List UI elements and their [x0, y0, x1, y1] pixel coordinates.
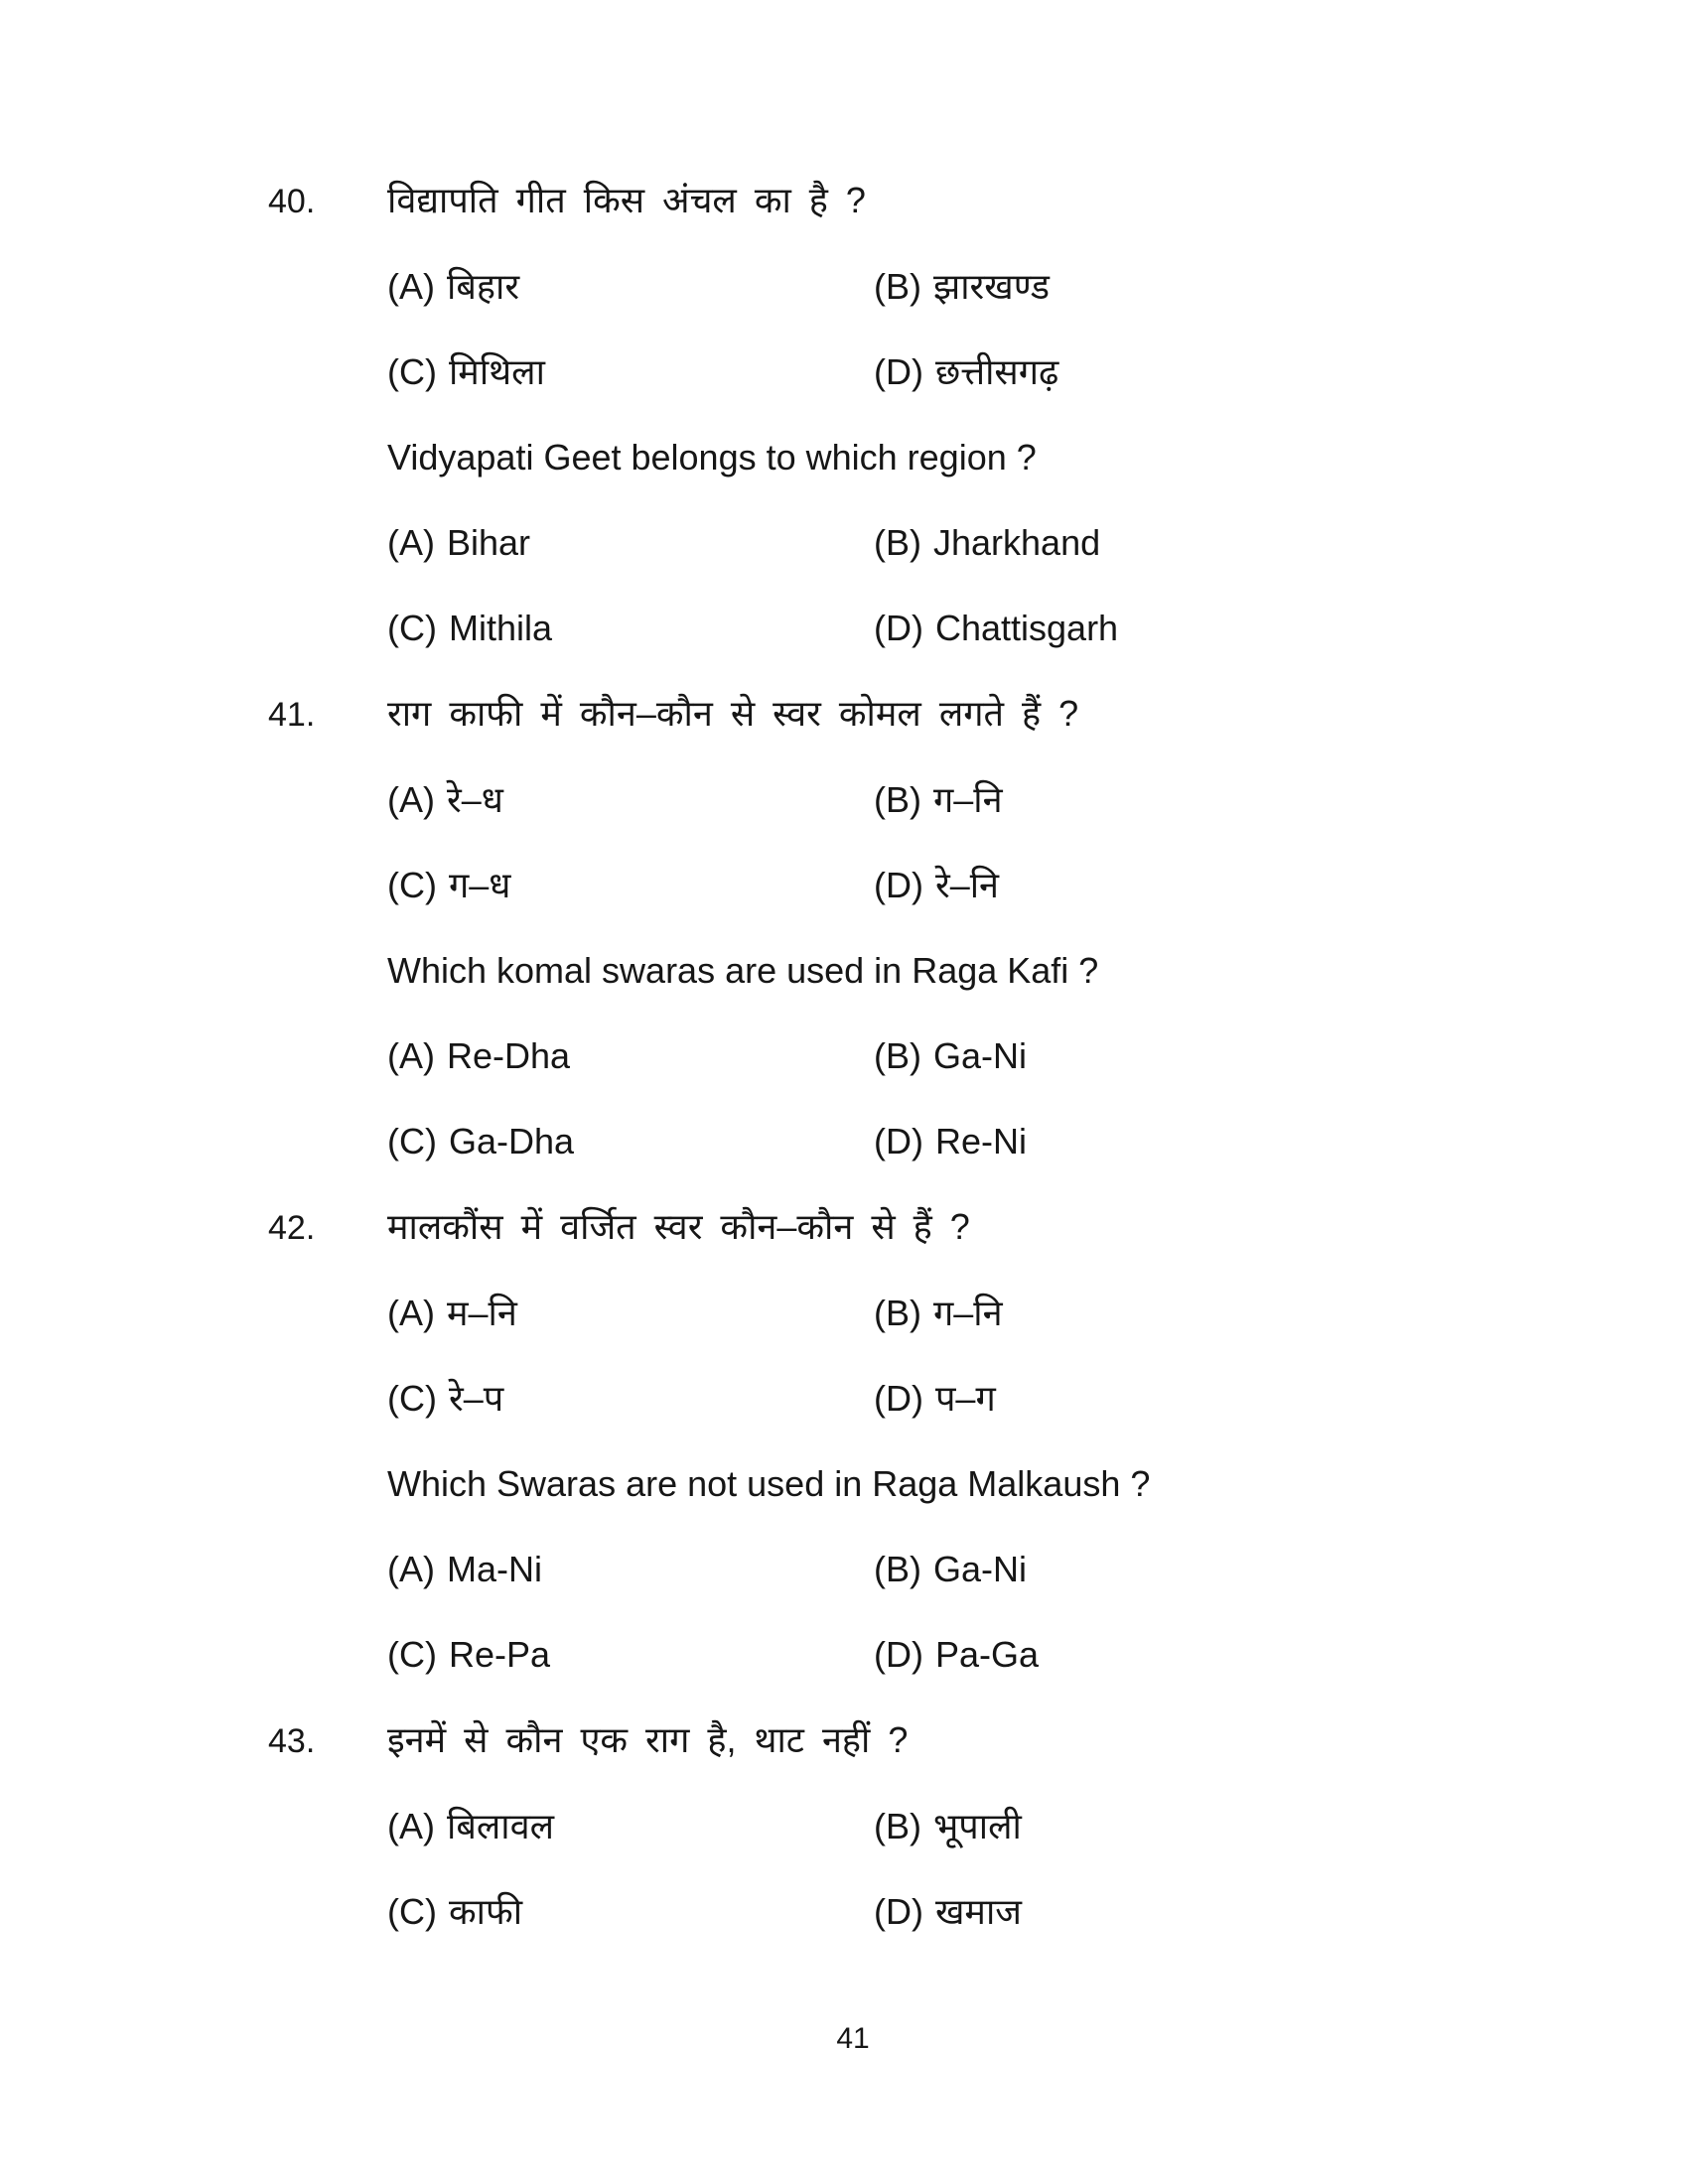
option-label: (D) [874, 1634, 923, 1675]
option-text: रे–प [448, 1378, 504, 1419]
option-41B-hindi [874, 778, 1003, 822]
option-label: (C) [387, 1378, 437, 1419]
option-label: (C) [387, 1891, 437, 1932]
option-text: भूपाली [933, 1806, 1022, 1846]
option-label: (B) [874, 1293, 921, 1333]
option-label: (A) [387, 266, 435, 307]
option-text: Chattisgarh [934, 608, 1119, 648]
option-label: (D) [874, 351, 923, 392]
question-text-english: Which komal swaras are used in Raga Kafi ? [387, 950, 1099, 991]
question-41-hindi-options-row-2 [0, 864, 1688, 907]
option-text: Ma-Ni [447, 1549, 542, 1589]
option-41A-hindi [387, 778, 874, 822]
option-40D-hindi [874, 350, 1058, 394]
option-40C-hindi [387, 350, 874, 394]
option-43C-hindi [387, 1890, 874, 1934]
option-label: (B) [874, 1035, 921, 1076]
question-41-english-row [0, 949, 1688, 993]
option-text: Mithila [448, 608, 553, 648]
option-text: झारखण्ड [933, 266, 1051, 307]
question-number: 41. [268, 696, 316, 734]
option-41D-hindi [874, 864, 999, 907]
question-42-english-row [0, 1462, 1688, 1506]
option-label: (D) [874, 608, 923, 648]
option-42C-english [387, 1633, 874, 1677]
question-text-english: Vidyapati Geet belongs to which region ? [387, 437, 1037, 478]
question-41-hindi-row [0, 692, 1688, 737]
option-label: (C) [387, 1634, 437, 1675]
question-text-english: Which Swaras are not used in Raga Malkaush ? [387, 1463, 1151, 1504]
option-text: Re-Ni [934, 1121, 1027, 1161]
option-42A-english [387, 1548, 874, 1591]
option-42D-english [874, 1633, 1039, 1677]
option-42B-hindi [874, 1292, 1003, 1335]
option-text: बिहार [447, 266, 520, 307]
question-number: 42. [268, 1209, 316, 1247]
option-label: (B) [874, 1549, 921, 1589]
option-label: (C) [387, 865, 437, 905]
option-text: Pa-Ga [934, 1634, 1040, 1675]
option-42C-hindi [387, 1377, 874, 1421]
option-text: Ga-Ni [933, 1035, 1028, 1076]
question-number: 40. [268, 183, 316, 220]
option-text: छत्तीसगढ़ [934, 351, 1059, 392]
option-label: (D) [874, 1121, 923, 1161]
option-text: Re-Dha [447, 1035, 571, 1076]
option-text: Re-Pa [448, 1634, 551, 1675]
option-label: (A) [387, 1549, 435, 1589]
option-42B-english [874, 1548, 1027, 1591]
question-42-english-options-row-2 [0, 1633, 1688, 1677]
question-block-43 [0, 1718, 1688, 1934]
option-label: (B) [874, 522, 921, 563]
option-40A-english [387, 521, 874, 565]
question-text-hindi: राग काफी में कौन–कौन से स्वर कोमल लगते हैं ? [387, 693, 1079, 734]
question-block-42 [0, 1205, 1688, 1677]
question-42-hindi-row [0, 1205, 1688, 1250]
option-text: ग–नि [933, 779, 1003, 820]
question-40-english-options-row-1 [0, 521, 1688, 565]
page-number: 41 [836, 2022, 870, 2055]
question-43-hindi-row [0, 1718, 1688, 1763]
option-label: (A) [387, 779, 435, 820]
option-label: (C) [387, 1121, 437, 1161]
option-text: काफी [448, 1891, 523, 1932]
option-label: (C) [387, 608, 437, 648]
option-text: Jharkhand [933, 522, 1101, 563]
option-text: ग–नि [933, 1293, 1003, 1333]
option-42A-hindi [387, 1292, 874, 1335]
option-label: (B) [874, 1806, 921, 1846]
option-43B-hindi [874, 1805, 1022, 1848]
option-label: (D) [874, 1891, 923, 1932]
option-text: म–नि [447, 1293, 517, 1333]
option-text: ग–ध [448, 865, 511, 905]
option-40B-hindi [874, 265, 1050, 309]
option-text: खमाज [934, 1891, 1022, 1932]
option-label: (A) [387, 522, 435, 563]
question-41-english-options-row-2 [0, 1120, 1688, 1163]
question-42-hindi-options-row-2 [0, 1377, 1688, 1421]
option-41C-english [387, 1120, 874, 1163]
question-40-english-options-row-2 [0, 607, 1688, 650]
question-43-hindi-options-row-1 [0, 1805, 1688, 1848]
option-label: (A) [387, 1806, 435, 1846]
option-text: Ga-Ni [933, 1549, 1028, 1589]
option-41C-hindi [387, 864, 874, 907]
option-text: प–ग [934, 1378, 996, 1419]
option-text: रे–ध [447, 779, 503, 820]
option-41D-english [874, 1120, 1027, 1163]
option-label: (D) [874, 865, 923, 905]
question-text-hindi: विद्यापति गीत किस अंचल का है ? [387, 180, 866, 220]
option-label: (B) [874, 266, 921, 307]
question-block-40 [0, 179, 1688, 650]
question-block-41 [0, 692, 1688, 1163]
question-42-english-options-row-1 [0, 1548, 1688, 1591]
option-40D-english [874, 607, 1118, 650]
option-40C-english [387, 607, 874, 650]
option-text: रे–नि [934, 865, 1000, 905]
questions-area [0, 179, 1688, 1976]
option-43D-hindi [874, 1890, 1022, 1934]
option-41B-english [874, 1034, 1027, 1078]
question-40-english-row [0, 436, 1688, 479]
option-label: (D) [874, 1378, 923, 1419]
option-label: (A) [387, 1293, 435, 1333]
option-41A-english [387, 1034, 874, 1078]
option-text: मिथिला [448, 351, 545, 392]
question-40-hindi-options-row-1 [0, 265, 1688, 309]
option-text: बिलावल [447, 1806, 555, 1846]
option-42D-hindi [874, 1377, 996, 1421]
question-text-hindi: मालकौंस में वर्जित स्वर कौन–कौन से हैं ? [387, 1206, 970, 1247]
question-43-hindi-options-row-2 [0, 1890, 1688, 1934]
question-41-hindi-options-row-1 [0, 778, 1688, 822]
option-label: (B) [874, 779, 921, 820]
option-40A-hindi [387, 265, 874, 309]
option-43A-hindi [387, 1805, 874, 1848]
question-40-hindi-row [0, 179, 1688, 223]
question-41-english-options-row-1 [0, 1034, 1688, 1078]
option-text: Bihar [447, 522, 531, 563]
question-40-hindi-options-row-2 [0, 350, 1688, 394]
question-text-hindi: इनमें से कौन एक राग है, थाट नहीं ? [387, 1719, 909, 1760]
question-number: 43. [268, 1722, 316, 1760]
option-text: Ga-Dha [448, 1121, 575, 1161]
question-42-hindi-options-row-1 [0, 1292, 1688, 1335]
option-label: (C) [387, 351, 437, 392]
option-label: (A) [387, 1035, 435, 1076]
option-40B-english [874, 521, 1100, 565]
